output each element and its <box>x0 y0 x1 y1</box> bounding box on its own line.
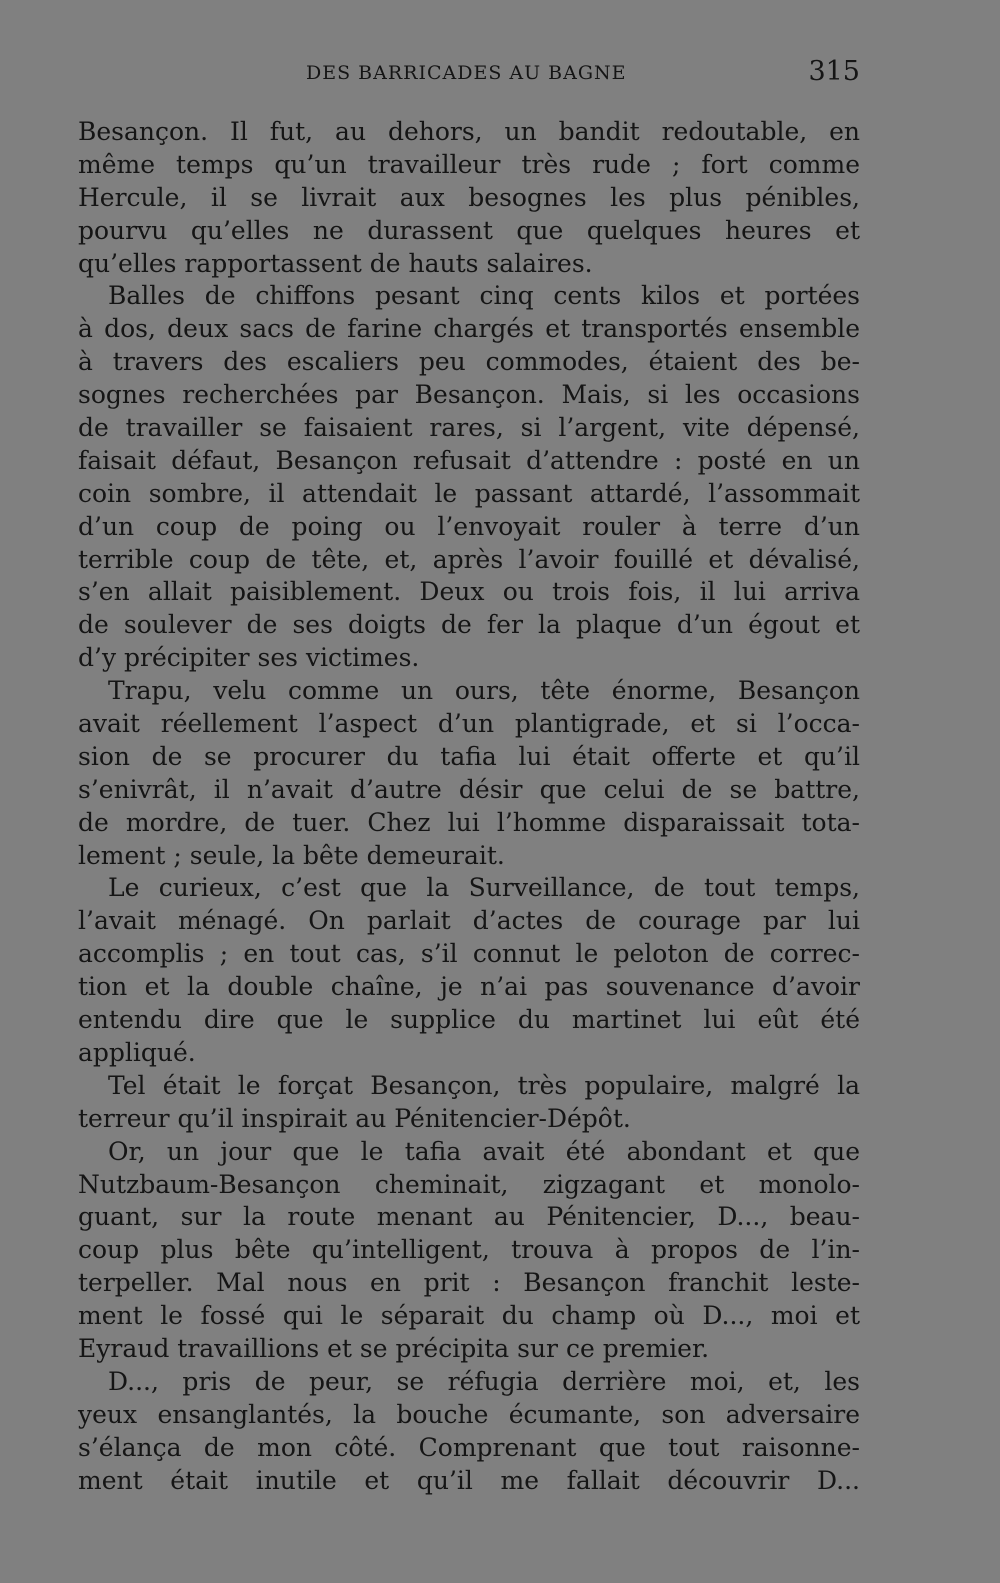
text-line: à dos, deux sacs de farine chargés et transportés ensemble <box>78 314 860 344</box>
text-line: Eyraud travaillions et se précipita sur ce premier. <box>78 1333 710 1363</box>
text-line: pourvu qu’elles ne durassent que quelques heures et <box>78 215 860 245</box>
text-line: Nutzbaum-Besançon cheminait, zigzagant et monolo- <box>78 1169 860 1199</box>
text-line: faisait défaut, Besançon refusait d’attendre : posté en un <box>78 445 860 475</box>
page-number: 315 <box>808 56 860 87</box>
text-line: ment le fossé qui le séparait du champ où D..., moi et <box>78 1301 860 1331</box>
text-line: Tel était le forçat Besançon, très populaire, malgré la <box>108 1070 860 1100</box>
text-line: Le curieux, c’est que la Surveillance, de tout temps, <box>108 873 860 903</box>
text-line: guant, sur la route menant au Pénitencier, D..., beau- <box>78 1202 860 1232</box>
text-line: sion de se procurer du tafia lui était offerte et qu’il <box>78 741 860 771</box>
text-line: Balles de chiffons pesant cinq cents kilos et portées <box>108 281 860 311</box>
text-line: sognes recherchées par Besançon. Mais, si les occasions <box>78 380 860 410</box>
text-line: ment était inutile et qu’il me fallait découvrir D... <box>78 1465 860 1495</box>
text-line: Hercule, il se livrait aux besognes les plus pénibles, <box>78 182 860 212</box>
text-line: D..., pris de peur, se réfugia derrière moi, et, les <box>108 1366 860 1396</box>
text-line: de travailler se faisaient rares, si l’argent, vite dépensé, <box>78 413 860 443</box>
text-line: accomplis ; en tout cas, s’il connut le peloton de correc- <box>78 939 860 969</box>
text-line: Or, un jour que le tafia avait été abondant et que <box>108 1136 860 1166</box>
text-line: d’un coup de poing ou l’envoyait rouler à terre d’un <box>78 511 860 541</box>
text-line: Besançon. Il fut, au dehors, un bandit redoutable, en <box>78 117 860 146</box>
body-text <box>78 116 860 1497</box>
text-line: de soulever de ses doigts de fer la plaque d’un égout et <box>78 610 860 640</box>
text-line: appliqué. <box>78 1037 196 1067</box>
text-line: terpeller. Mal nous en prit : Besançon franchit leste- <box>78 1268 860 1298</box>
text-line: même temps qu’un travailleur très rude ; fort comme <box>78 149 860 179</box>
text-line: à travers des escaliers peu commodes, étaient des be- <box>78 347 860 377</box>
text-line: de mordre, de tuer. Chez lui l’homme disparaissait tota- <box>78 807 860 837</box>
text-line: avait réellement l’aspect d’un plantigrade, et si l’occa- <box>78 709 860 739</box>
text-line: s’en allait paisiblement. Deux ou trois fois, il lui arriva <box>78 577 860 607</box>
text-line: lement ; seule, la bête demeurait. <box>78 840 505 870</box>
running-head <box>78 56 860 90</box>
text-line: tion et la double chaîne, je n’ai pas souvenance d’avoir <box>78 972 860 1002</box>
text-line: coup plus bête qu’intelligent, trouva à propos de l’in- <box>78 1235 860 1265</box>
running-head-title: DES BARRICADES AU BAGNE <box>306 62 627 84</box>
text-line: s’élança de mon côté. Comprenant que tout raisonne- <box>78 1432 860 1462</box>
text-line: qu’elles rapportassent de hauts salaires. <box>78 248 593 278</box>
text-line: d’y précipiter ses victimes. <box>78 643 420 673</box>
text-line: yeux ensanglantés, la bouche écumante, son adversaire <box>78 1399 860 1429</box>
text-line: terrible coup de tête, et, après l’avoir fouillé et dévalisé, <box>78 544 860 574</box>
text-line: terreur qu’il inspirait au Pénitencier-Dépôt. <box>78 1103 631 1133</box>
text-line: s’enivrât, il n’avait d’autre désir que celui de se battre, <box>78 774 860 804</box>
text-line: Trapu, velu comme un ours, tête énorme, Besançon <box>108 676 860 706</box>
text-line: coin sombre, il attendait le passant attardé, l’assommait <box>78 478 860 508</box>
text-line: l’avait ménagé. On parlait d’actes de courage par lui <box>78 906 860 936</box>
text-line: entendu dire que le supplice du martinet lui eût été <box>78 1005 860 1035</box>
